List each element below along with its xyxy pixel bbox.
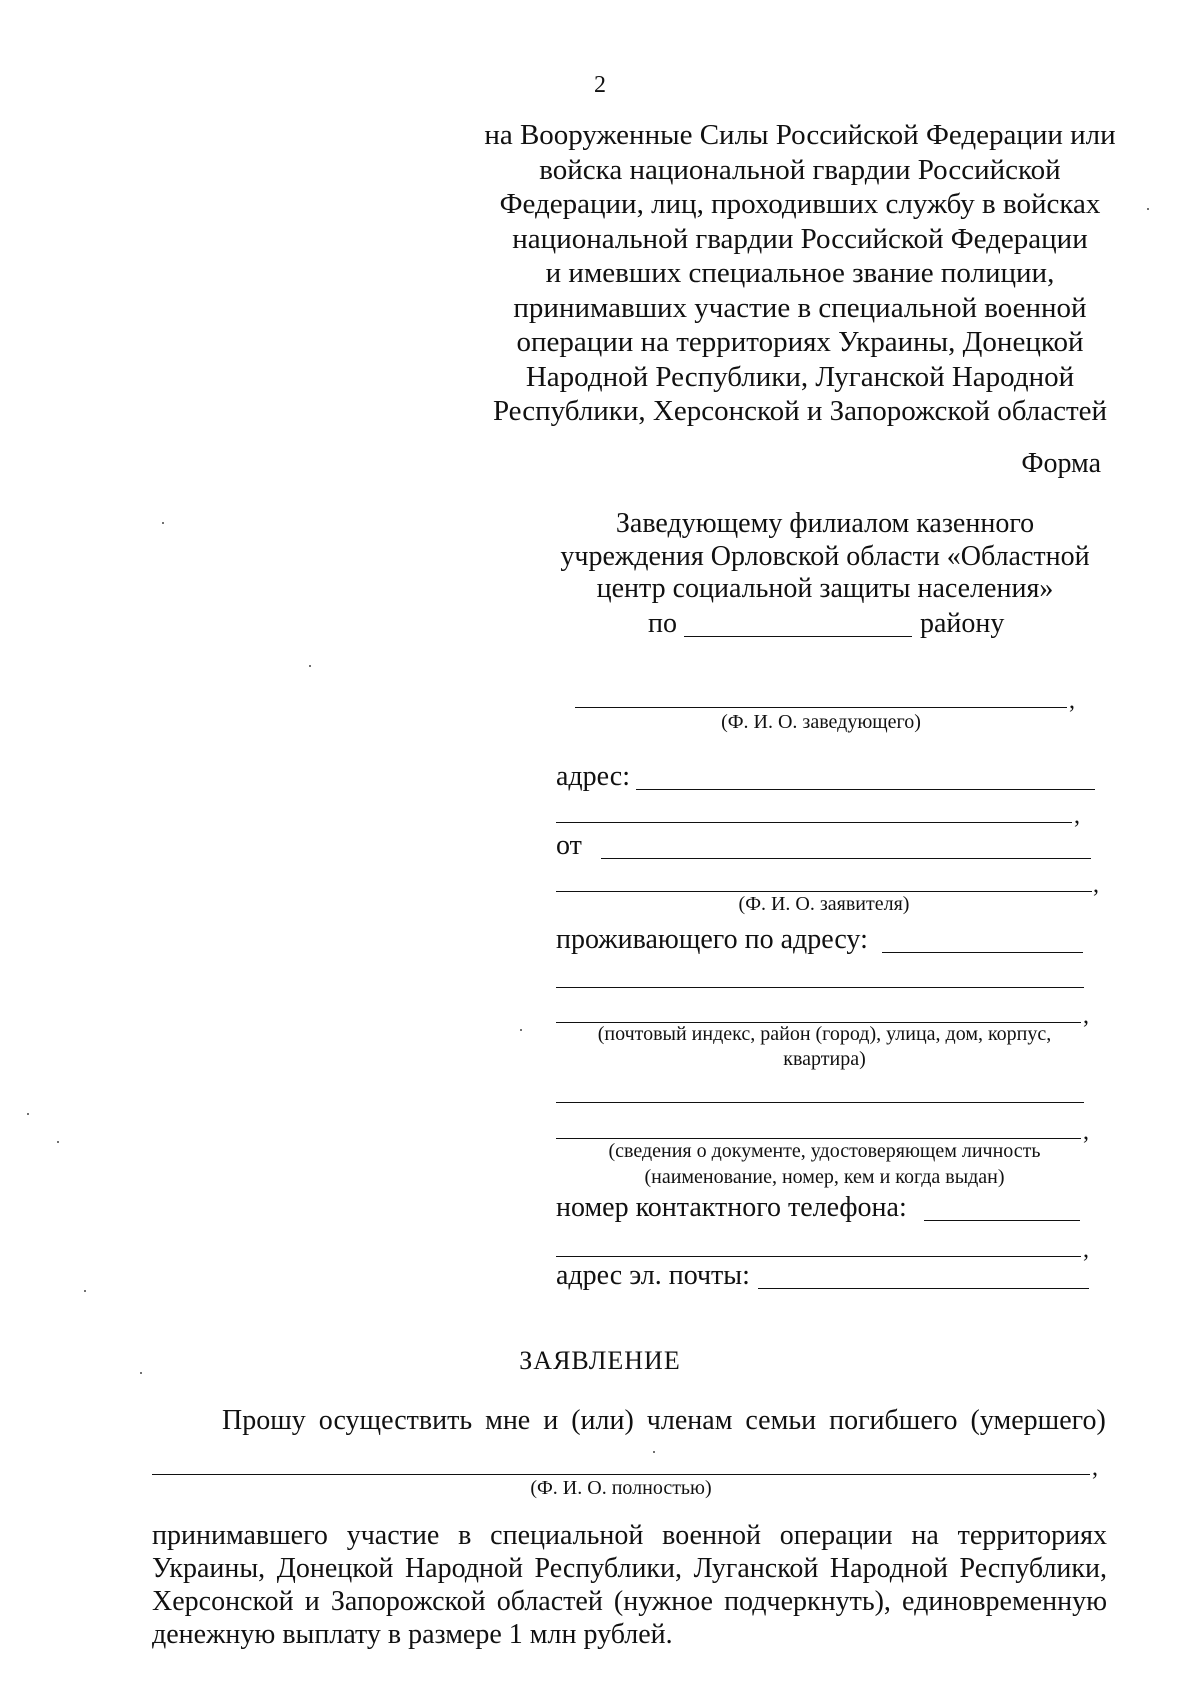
header-line: операции на территориях Украины, Донецкой — [516, 326, 1084, 358]
form-label: Форма — [1021, 448, 1101, 479]
id-caption: (сведения о документе, удостоверяющем личность — [608, 1140, 1041, 1162]
comma: , — [1069, 688, 1075, 714]
district-field[interactable] — [684, 636, 912, 637]
district-suffix: району — [920, 608, 1005, 639]
applicant-caption: (Ф. И. О. заявителя) — [738, 893, 910, 915]
header-line: на Вооруженные Силы Российской Федерации или — [484, 119, 1116, 151]
header-line: Федерации, лиц, проходивших службу в войсках — [499, 188, 1101, 220]
scan-speck — [520, 1029, 522, 1031]
email-field[interactable] — [758, 1288, 1089, 1289]
from-label: от — [556, 830, 582, 861]
scan-speck — [140, 1372, 142, 1374]
header-line: и имевших специальное звание полиции, — [545, 257, 1055, 289]
scan-speck — [162, 522, 164, 524]
request-body: принимавшего участие в специальной военной операции на территориях Украины, Донецкой Народной Республики, Луганской Народной Республики, Херсонской и Запорожской областей (нужное подчеркнуть), единовременную денежную выплату в размере 1 млн рублей. — [152, 1520, 1107, 1650]
comma: , — [1092, 1455, 1098, 1481]
district-prefix: по — [648, 608, 677, 639]
scan-speck — [57, 1141, 59, 1143]
header-line: Народной Республики, Луганской Народной — [525, 360, 1075, 393]
addressee-line: Заведующему филиалом казенного — [615, 508, 1035, 539]
page-number: 2 — [594, 72, 606, 98]
address-label: адрес: — [556, 761, 631, 792]
comma: , — [1083, 1119, 1089, 1145]
head-name-caption: (Ф. И. О. заведующего) — [721, 711, 921, 733]
postal-caption: (почтовый индекс, район (город), улица, дом, корпус, — [597, 1023, 1052, 1045]
id-document-field[interactable] — [556, 1102, 1084, 1103]
addressee-block — [540, 508, 1110, 606]
applicant-name-field-2[interactable] — [556, 891, 1092, 892]
request-first-line: Прошу осуществить мне и (или) членам семьи погибшего (умершего) — [222, 1405, 1106, 1436]
head-name-field[interactable] — [575, 707, 1067, 708]
scan-speck — [309, 665, 311, 667]
comma: , — [1093, 872, 1099, 898]
header-line: национальной гвардии Российской Федерации — [512, 222, 1088, 255]
residence-field-2[interactable] — [556, 987, 1084, 988]
comma: , — [1083, 1003, 1089, 1029]
addressee-line: учреждения Орловской области «Областной — [560, 540, 1090, 572]
address-field[interactable] — [636, 789, 1095, 790]
header-line: войска национальной гвардии Российской — [539, 153, 1061, 186]
header-line: Республики, Херсонской и Запорожской областей — [492, 395, 1108, 427]
phone-field[interactable] — [924, 1220, 1080, 1221]
residence-field[interactable] — [882, 952, 1083, 953]
comma: , — [1083, 1237, 1089, 1263]
applicant-name-field[interactable] — [601, 858, 1091, 859]
scan-speck — [27, 1113, 29, 1115]
address-field-2[interactable] — [556, 822, 1072, 823]
full-name-caption: (Ф. И. О. полностью) — [530, 1477, 712, 1499]
phone-label: номер контактного телефона: — [556, 1192, 907, 1223]
scan-speck — [1147, 208, 1149, 210]
scan-speck — [653, 1451, 655, 1453]
phone-field-2[interactable] — [556, 1256, 1081, 1257]
id-caption-2: (наименование, номер, кем и когда выдан) — [644, 1166, 1005, 1188]
id-document-field-2[interactable] — [556, 1138, 1081, 1139]
email-label: адрес эл. почты: — [556, 1260, 750, 1291]
appendix-header — [470, 118, 1130, 429]
scan-speck — [84, 1290, 86, 1292]
addressee-line: центр социальной защиты населения» — [596, 573, 1054, 604]
statement-title: ЗАЯВЛЕНИЕ — [519, 1346, 681, 1375]
postal-caption-2: квартира) — [783, 1048, 866, 1070]
deceased-name-field[interactable] — [152, 1474, 1090, 1475]
residence-label: проживающего по адресу: — [556, 924, 868, 955]
header-line: принимавших участие в специальной военной — [513, 291, 1087, 324]
comma: , — [1074, 803, 1080, 829]
